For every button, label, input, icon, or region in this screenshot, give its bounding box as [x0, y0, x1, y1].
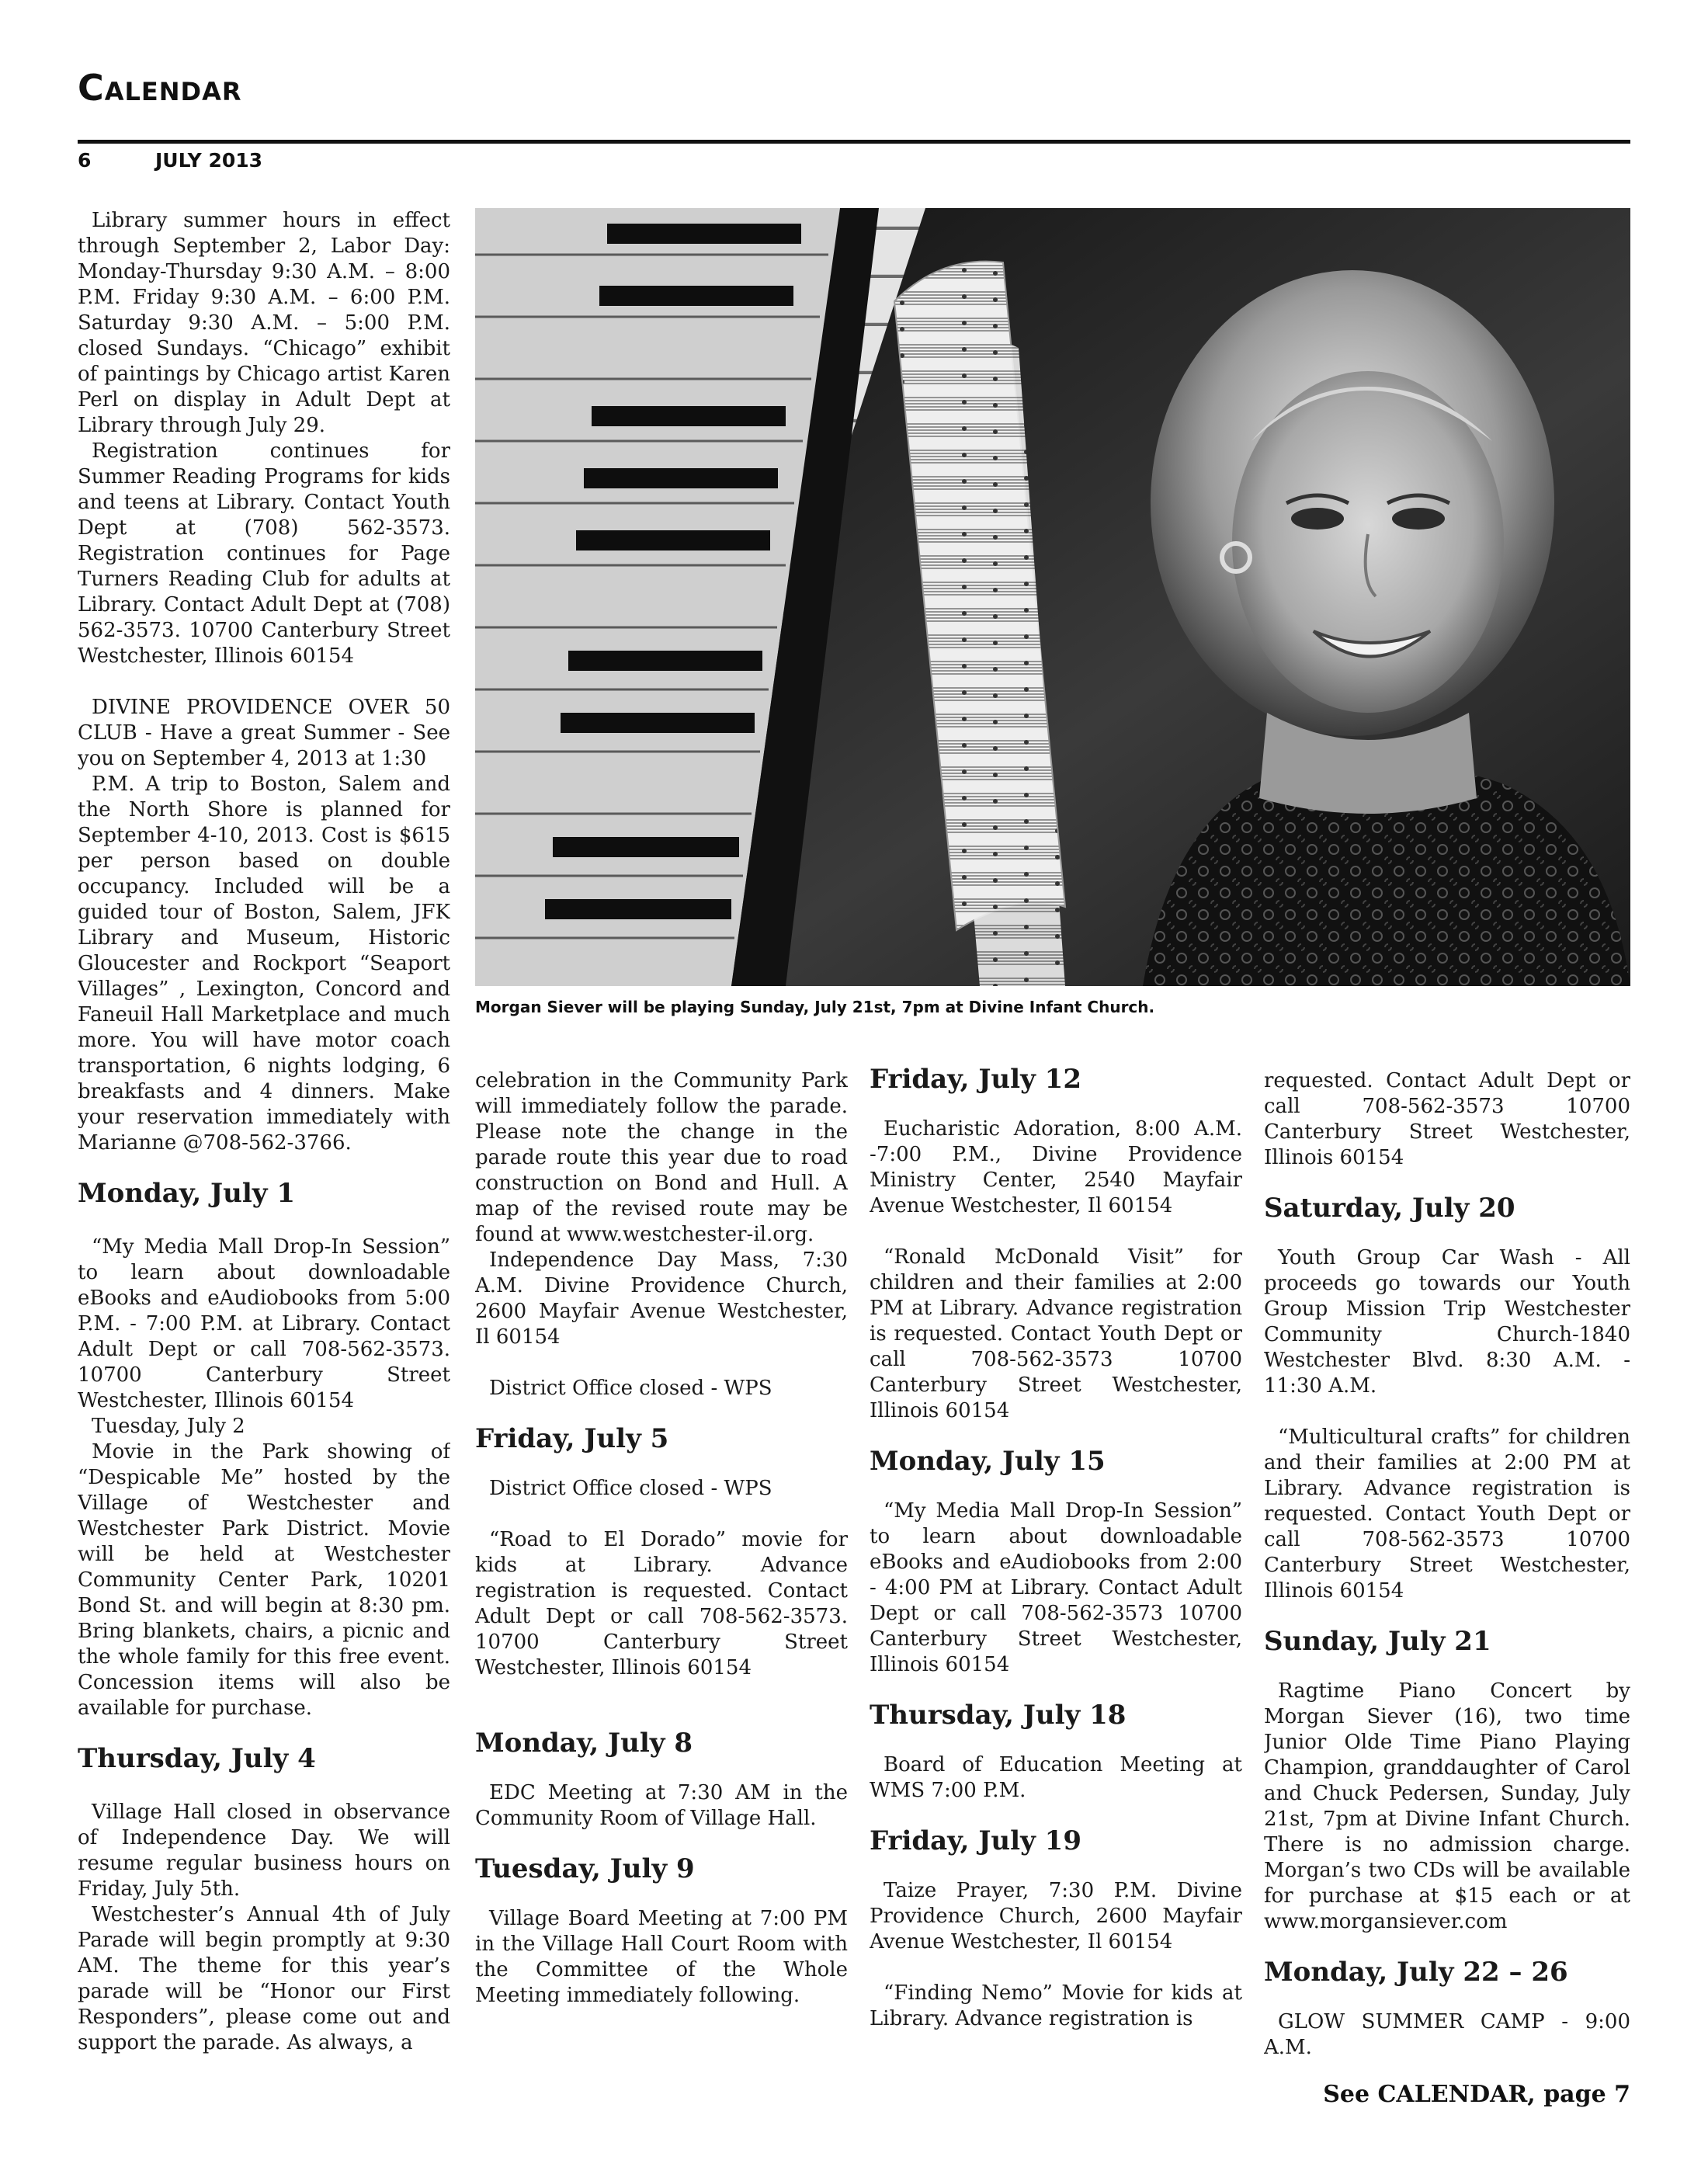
multicultural-crafts: “Multicultural crafts” for children and their families at 2:00 PM at Library. Advance registration is requested. Contact Youth Dept or call 708-562-3573 10700 Canterbury Street Westchester, Illinois 60154: [1264, 1426, 1630, 1603]
heading-friday-july-12: Friday, July 12: [870, 1064, 1081, 1095]
village-board-meeting: Village Board Meeting at 7:00 PM in the Village Hall Court Room with the Committee of the Whole Meeting immediately following.: [475, 1907, 848, 2007]
heading-tuesday-july-9: Tuesday, July 9: [475, 1853, 695, 1884]
independence-day-mass: Independence Day Mass, 7:30 A.M. Divine Providence Church, 2600 Mayfair Avenue Westchester, Il 60154: [475, 1248, 848, 1349]
column-4: [1264, 1068, 1630, 2070]
village-hall-closed: Village Hall closed in observance of Independence Day. We will resume regular business hours on Friday, July 5th.: [78, 1801, 450, 1901]
district-office-closed-2: District Office closed - WPS: [489, 1477, 772, 1500]
header-rule: [78, 140, 1630, 144]
section-title: Calendar: [78, 67, 242, 109]
heading-thursday-july-4: Thursday, July 4: [78, 1743, 316, 1774]
page-number: 6: [78, 149, 92, 172]
board-of-education: Board of Education Meeting at WMS 7:00 P.M.: [870, 1753, 1242, 1802]
heading-saturday-july-20: Saturday, July 20: [1264, 1193, 1515, 1224]
heading-friday-july-19: Friday, July 19: [870, 1825, 1081, 1856]
heading-monday-july-15: Monday, July 15: [870, 1446, 1106, 1477]
finding-nemo-movie: “Finding Nemo” Movie for kids at Library. Advance registration is: [870, 1981, 1242, 2030]
media-mall-session-2: “My Media Mall Drop-In Session” to learn about downloadable eBooks and eAudiobooks from 2:00 - 4:00 PM at Library. Contact Adult Dept or call 708-562-3573 10700 Canterbury Street Westchester, Illinois 60154: [870, 1499, 1242, 1676]
piano-photo: [475, 208, 1630, 986]
movie-in-park: Movie in the Park showing of “Despicable Me” hosted by the Village of Westchester and Westchester Park District. Movie will be held at Westchester Community Center Park, 10201 Bond St. and will begin at 8:30 pm. Bring blankets, chairs, a picnic and the whole family for this free event. Concession items will also be available for purchase.: [78, 1440, 450, 1720]
ragtime-concert: Ragtime Piano Concert by Morgan Siever (16), two time Junior Olde Time Piano Playing Champion, granddaughter of Carol and Chuck Pedersen, Sunday, July 21st, 7pm at Divine Infant Church. There is no admission charge. Morgan’s two CDs will be available for purchase at $15 each or at www.morgansiever.com: [1264, 1679, 1630, 1933]
glow-summer-camp: GLOW SUMMER CAMP - 9:00 A.M.: [1264, 2010, 1630, 2059]
heading-monday-july-8: Monday, July 8: [475, 1728, 693, 1759]
heading-friday-july-5: Friday, July 5: [475, 1423, 669, 1454]
over50-trip: P.M. A trip to Boston, Salem and the North Shore is planned for September 4-10, 2013. Cost is $615 per person based on double occupancy. Included will be a guided tour of Boston, Salem, JFK Library and Museum, Historic Gloucester and Rockport “Seaport Villages” , Lexington, Concord and Faneuil Hall Marketplace and much more. You will have motor coach transportation, 6 nights lodging, 6 breakfasts and 4 dinners. Make your reservation immediately with Marianne @708-562-3766.: [78, 773, 450, 1155]
edc-meeting: EDC Meeting at 7:30 AM in the Community Room of Village Hall.: [475, 1781, 848, 1830]
over50-club: DIVINE PROVIDENCE OVER 50 CLUB - Have a great Summer - See you on September 4, 2013 at 1:30: [78, 696, 450, 770]
parade: Westchester’s Annual 4th of July Parade will begin promptly at 9:30 AM. The theme for this year’s parade will be “Honor our First Responders”, please come out and support the parade. As always, a: [78, 1903, 450, 2054]
library-hours: Library summer hours in effect through September 2, Labor Day: Monday-Thursday 9:30 A.M. – 8:00 P.M. Friday 9:30 A.M. – 6:00 P.M. Saturday 9:30 A.M. – 5:00 P.M. closed Sundays. “Chicago” exhibit of paintings by Chicago artist Karen Perl on display in Adult Dept at Library through July 29.: [78, 209, 450, 437]
heading-monday-july-1: Monday, July 1: [78, 1178, 295, 1209]
youth-car-wash: Youth Group Car Wash - All proceeds go towards our Youth Group Mission Trip Westchester Community Church-1840 Westchester Blvd. 8:30 A.M. - 11:30 A.M.: [1264, 1246, 1630, 1398]
eucharistic-adoration: Eucharistic Adoration, 8:00 A.M. -7:00 P.M., Divine Providence Ministry Center, 2540 Mayfair Avenue Westchester, Il 60154: [870, 1117, 1242, 1217]
tuesday-july-2: Tuesday, July 2: [92, 1415, 245, 1438]
media-mall-session-1: “My Media Mall Drop-In Session” to learn about downloadable eBooks and eAudiobooks from 5:00 P.M. - 7:00 P.M. at Library. Contact Adult Dept or call 708-562-3573. 10700 Canterbury Street Westchester, Illinois 60154: [78, 1235, 450, 1412]
parade-continued: celebration in the Community Park will immediately follow the parade. Please note the change in the parade route this year due to road construction on Bond and Hull. A map of the revised route may be found at www.westchester-il.org.: [475, 1069, 848, 1246]
issue-date: JULY 2013: [155, 149, 263, 172]
column-3: [870, 1057, 1242, 2087]
column-1: [78, 208, 450, 2087]
taize-prayer: Taize Prayer, 7:30 P.M. Divine Providence Church, 2600 Mayfair Avenue Westchester, Il 60154: [870, 1879, 1242, 1953]
ronald-mcdonald-visit: “Ronald McDonald Visit” for children and their families at 2:00 PM at Library. Advance registration is requested. Contact Youth Dept or call 708-562-3573 10700 Canterbury Street Westchester, Illinois 60154: [870, 1245, 1242, 1422]
page-info: [78, 149, 262, 172]
el-dorado-movie: “Road to El Dorado” movie for kids at Library. Advance registration is requested. Contact Adult Dept or call 708-562-3573. 10700 Canterbury Street Westchester, Illinois 60154: [475, 1528, 848, 1679]
photo-caption: Morgan Siever will be playing Sunday, July 21st, 7pm at Divine Infant Church.: [475, 998, 1155, 1016]
finding-nemo-continued: requested. Contact Adult Dept or call 708-562-3573 10700 Canterbury Street Westchester, Illinois 60154: [1264, 1069, 1630, 1169]
heading-sunday-july-21: Sunday, July 21: [1264, 1626, 1491, 1657]
column-2: [475, 1068, 848, 2087]
continued-link[interactable]: See CALENDAR, page 7: [1323, 2081, 1630, 2108]
summer-reading: Registration continues for Summer Reading Programs for kids and teens at Library. Contact Youth Dept at (708) 562-3573. Registration continues for Page Turners Reading Club for adults at Library. Contact Adult Dept at (708) 562-3573. 10700 Canterbury Street Westchester, Illinois 60154: [78, 439, 450, 668]
heading-thursday-july-18: Thursday, July 18: [870, 1700, 1127, 1731]
heading-monday-july-22-26: Monday, July 22 – 26: [1264, 1957, 1568, 1988]
district-office-closed-1: District Office closed - WPS: [489, 1377, 772, 1400]
photo-illustration: [475, 208, 1630, 986]
